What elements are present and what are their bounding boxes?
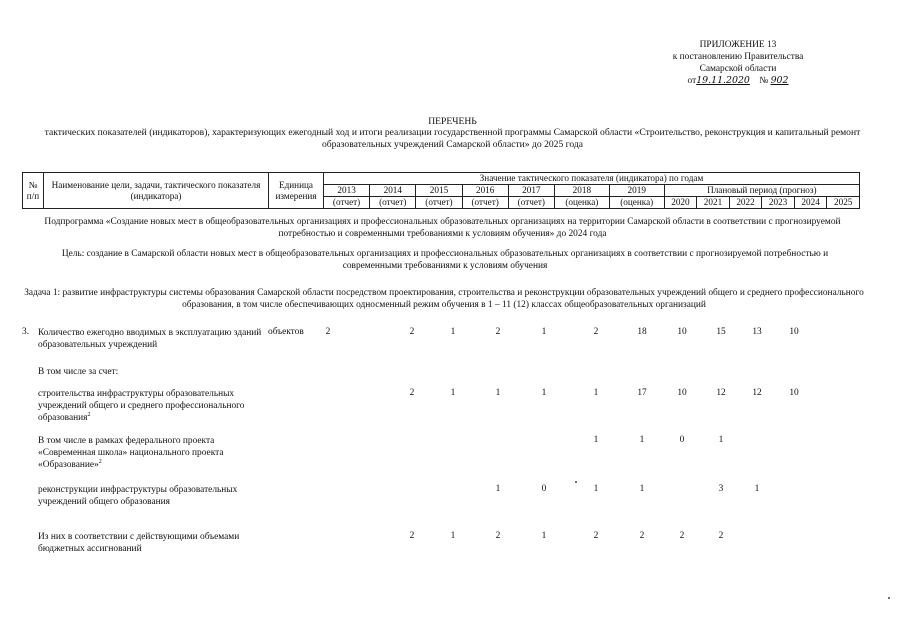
value-cell: 1 <box>593 435 599 445</box>
scan-speck <box>888 597 890 599</box>
value-cell: 10 <box>677 388 687 398</box>
value-cell: 12 <box>752 388 762 398</box>
header-year: 2018 <box>554 185 609 197</box>
value-cell: 2 <box>593 531 599 541</box>
value-cell: 2 <box>639 531 645 541</box>
header-plan-year: 2021 <box>697 197 730 209</box>
value-cell: 10 <box>789 327 799 337</box>
document-subtitle: тактических показателей (индикаторов), характеризующих ежегодный ход и итоги реализации государственной программы Самарской области «Строительство, реконструкция и капитальный ремонт образовательных учреждений Самарской области» до 2025 года <box>44 127 861 150</box>
header-year-note: (отчет) <box>416 197 462 209</box>
row-label <box>38 388 263 425</box>
header-plan-year: 2025 <box>827 197 860 209</box>
scan-speck <box>575 481 577 483</box>
appendix-title: ПРИЛОЖЕНИЕ 13 <box>699 40 777 50</box>
row-label-text: Количество ежегодно вводимых в эксплуатацию зданий образовательных учреждений <box>38 328 262 351</box>
subprogram-text: Подпрограмма «Создание новых мест в общеобразовательных организациях и профессиональных образовательных организациях на территории Самарской области в соответствии с прогнозируемой потребностью и современными требованиями к условиям обучения» до 2024 года <box>44 217 841 240</box>
handwritten-date: 19.11.2020 <box>696 75 750 87</box>
value-cell: 1 <box>593 388 599 398</box>
footnote-mark: 2 <box>98 459 102 466</box>
from-prefix: от <box>687 76 697 87</box>
header-year: 2019 <box>609 185 664 197</box>
row-label <box>38 435 263 472</box>
value-cell: 10 <box>677 327 687 337</box>
header-name: Наименование цели, задачи, тактического показателя (индикатора) <box>44 173 269 209</box>
value-cell: 1 <box>718 435 724 445</box>
header-year-note: (оценка) <box>554 197 609 209</box>
value-cell: 1 <box>541 327 547 337</box>
value-cell: 2 <box>593 327 599 337</box>
header-year: 2013 <box>324 185 370 197</box>
value-cell: 2 <box>718 531 724 541</box>
value-cell: 13 <box>752 327 762 337</box>
header-plan-group: Плановый период (прогноз) <box>664 185 859 197</box>
task-text: Задача 1: развитие инфраструктуры системы образования Самарской области посредством проектирования, строительства и реконструкции образовательных учреждений общего и среднего профессионального образования, в том числе обеспечивающих односменный режим обучения в 1 – 11 (12) классах общеобразовательных организаций <box>24 288 864 311</box>
value-cell: 1 <box>495 484 501 494</box>
row-label <box>38 366 263 378</box>
value-cell: 1 <box>639 484 645 494</box>
header-year-note: (оценка) <box>609 197 664 209</box>
goal-text: Цель: создание в Самарской области новых мест в общеобразовательных организациях и профессиональных образовательных организациях в соответствии с прогнозируемой потребностью и современными требованиями к условиям обучения <box>61 249 829 272</box>
value-cell: 1 <box>450 388 456 398</box>
number-prefix: № <box>759 76 769 87</box>
value-cell: 15 <box>716 327 726 337</box>
footnote-mark: 2 <box>87 412 91 419</box>
value-cell: 2 <box>409 327 415 337</box>
indicator-table-header <box>22 172 860 209</box>
row-unit: объектов <box>268 327 304 337</box>
header-values-group: Значение тактического показателя (индикатора) по годам <box>324 173 860 185</box>
value-cell: 2 <box>679 531 685 541</box>
appendix-block <box>653 40 823 88</box>
header-year: 2016 <box>462 185 508 197</box>
value-cell: 2 <box>409 531 415 541</box>
value-cell: 2 <box>409 388 415 398</box>
value-cell: 2 <box>495 531 501 541</box>
value-cell: 10 <box>789 388 799 398</box>
header-unit: Единица измерения <box>269 173 324 209</box>
row-label <box>38 531 263 555</box>
row-label-text: реконструкции инфраструктуры образовательных учреждений общего образования <box>38 485 238 508</box>
appendix-date-line <box>653 75 823 88</box>
value-cell: 1 <box>754 484 760 494</box>
value-cell: 1 <box>450 531 456 541</box>
value-cell: 2 <box>495 327 501 337</box>
header-year-note: (отчет) <box>508 197 554 209</box>
value-cell: 1 <box>541 531 547 541</box>
header-plan-year: 2022 <box>729 197 762 209</box>
value-cell: 1 <box>639 435 645 445</box>
row-number: 3. <box>22 327 30 337</box>
value-cell: 1 <box>495 388 501 398</box>
value-cell: 12 <box>716 388 726 398</box>
row-label-text: В том числе за счет: <box>38 367 119 377</box>
value-cell: 0 <box>679 435 685 445</box>
appendix-line-3: Самарской области <box>699 63 777 74</box>
header-year-note: (отчет) <box>370 197 416 209</box>
row-label-text: Из них в соответствии с действующими объемами бюджетных ассигнований <box>38 532 240 555</box>
header-plan-year: 2024 <box>794 197 827 209</box>
row-label-text: В том числе в рамках федерального проекта «Современная школа» национального проекта «Образование» <box>38 436 224 471</box>
header-num: № п/п <box>23 173 44 209</box>
value-cell: 0 <box>541 484 547 494</box>
row-label <box>38 484 263 508</box>
header-year: 2017 <box>508 185 554 197</box>
value-cell: 18 <box>637 327 647 337</box>
header-year-note: (отчет) <box>324 197 370 209</box>
row-label-text: строительства инфраструктуры образовательных учреждений общего и среднего профессионального образования <box>38 389 245 424</box>
document-heading: ПЕРЕЧЕНЬ <box>428 116 477 127</box>
value-cell: 1 <box>450 327 456 337</box>
header-plan-year: 2020 <box>664 197 697 209</box>
handwritten-number: 902 <box>770 75 789 87</box>
value-cell: 2 <box>325 327 331 337</box>
header-year: 2014 <box>370 185 416 197</box>
value-cell: 3 <box>718 484 724 494</box>
value-cell: 17 <box>637 388 647 398</box>
header-plan-year: 2023 <box>762 197 795 209</box>
header-year-note: (отчет) <box>462 197 508 209</box>
value-cell: 1 <box>593 484 599 494</box>
row-label <box>38 327 263 351</box>
value-cell: 1 <box>541 388 547 398</box>
appendix-line-2: к постановлению Правительства <box>672 51 804 62</box>
header-year: 2015 <box>416 185 462 197</box>
